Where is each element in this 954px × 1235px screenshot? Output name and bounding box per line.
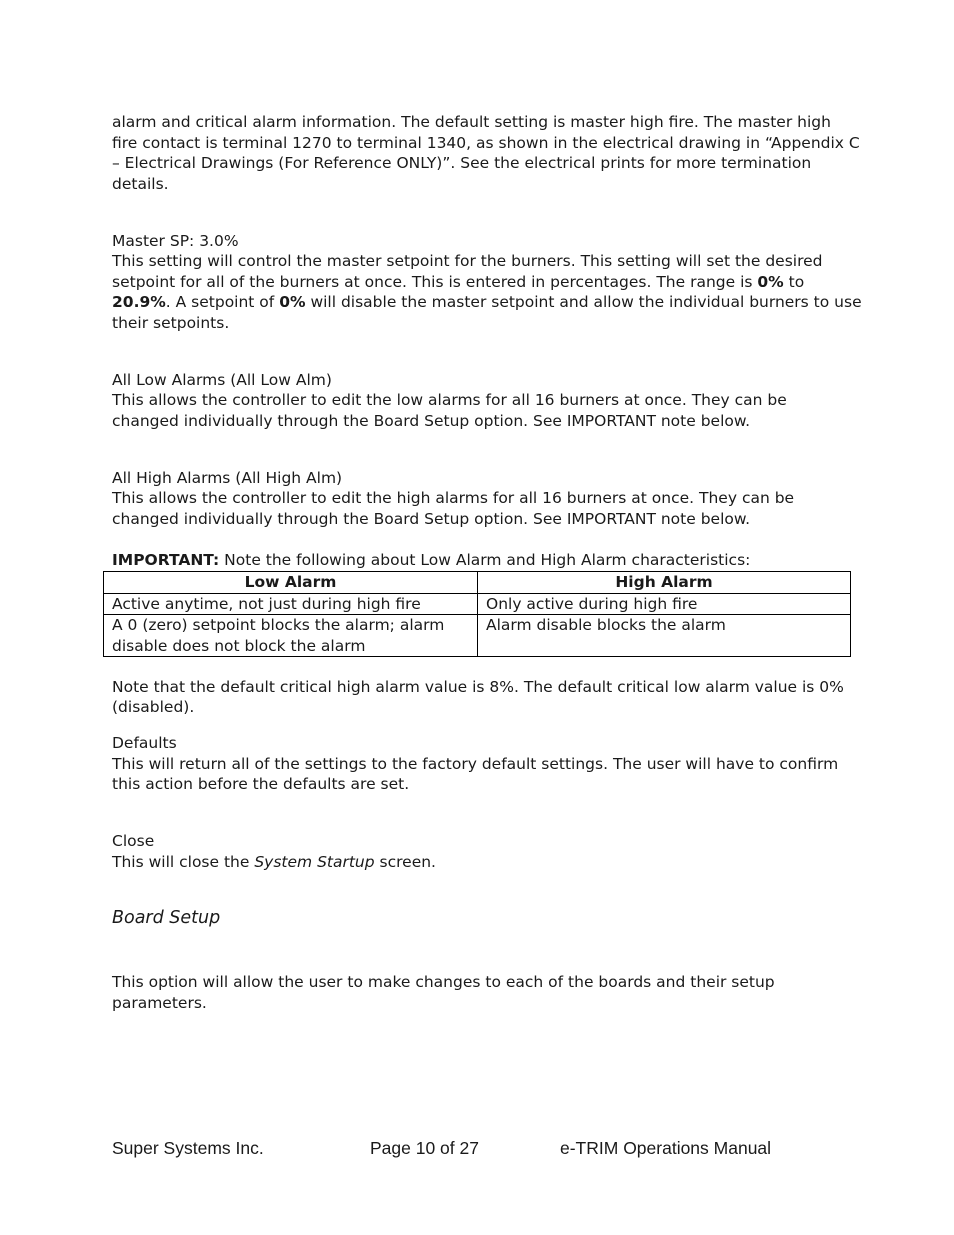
important-note (112, 550, 750, 571)
footer-company: Super Systems Inc. (112, 1138, 264, 1158)
range-max-value: 20.9% (112, 293, 166, 311)
paragraph-line: This setting will control the master setpoint for the burners. This setting will set the desired (112, 252, 823, 270)
footer-manual-title: e-TRIM Operations Manual (560, 1138, 772, 1158)
footer-page-number: Page 10 of 27 (370, 1138, 479, 1158)
paragraph-line (112, 272, 804, 293)
paragraph-line: Note that the default critical high alarm value is 8%. The default critical low alarm value is 0% (112, 678, 844, 696)
paragraph-line: This option will allow the user to make changes to each of the boards and their setup (112, 973, 775, 991)
text-span: to (783, 273, 805, 291)
text-span: . A setpoint of (165, 293, 280, 311)
text-span: screen. (374, 853, 436, 871)
paragraph-line: details. (112, 175, 169, 193)
important-label: IMPORTANT: (112, 551, 220, 569)
paragraph-line: changed individually through the Board Setup option. See IMPORTANT note below. (112, 412, 751, 430)
table-cell: A 0 (zero) setpoint blocks the alarm; alarm disable does not block the alarm (104, 615, 478, 657)
paragraph-line: (disabled). (112, 698, 195, 716)
paragraph-line (112, 292, 862, 313)
range-min-value: 0% (757, 273, 784, 291)
table-cell: Alarm disable blocks the alarm (478, 615, 851, 657)
alarm-comparison-table (103, 571, 851, 657)
section-heading: Board Setup (112, 908, 221, 928)
text-span: setpoint for all of the burners at once. This is entered in percentages. The range is (112, 273, 758, 291)
table-row (104, 615, 851, 657)
screen-name: System Startup (254, 853, 375, 871)
close-title: Close (112, 832, 155, 850)
text-span: This will close the (112, 853, 255, 871)
paragraph-line: fire contact is terminal 1270 to terminal 1340, as shown in the electrical drawing in “Appendix C (112, 134, 860, 152)
paragraph-line: their setpoints. (112, 314, 230, 332)
important-text: Note the following about Low Alarm and High Alarm characteristics: (219, 551, 751, 569)
paragraph-line: changed individually through the Board Setup option. See IMPORTANT note below. (112, 510, 751, 528)
defaults-title: Defaults (112, 734, 177, 752)
paragraph-line: parameters. (112, 994, 207, 1012)
disable-value: 0% (279, 293, 306, 311)
column-header-low-alarm: Low Alarm (104, 572, 478, 594)
paragraph-line: this action before the defaults are set. (112, 775, 410, 793)
table-header-row (104, 572, 851, 594)
table-cell: Only active during high fire (478, 593, 851, 615)
paragraph-line: – Electrical Drawings (For Reference ONLY)”. See the electrical prints for more termination (112, 154, 812, 172)
all-high-alarms-title: All High Alarms (All High Alm) (112, 469, 343, 487)
paragraph-line: This will return all of the settings to the factory default settings. The user will have to confirm (112, 755, 839, 773)
table-row (104, 593, 851, 615)
all-low-alarms-title: All Low Alarms (All Low Alm) (112, 371, 332, 389)
column-header-high-alarm: High Alarm (478, 572, 851, 594)
paragraph-line: alarm and critical alarm information. The default setting is master high fire. The master high (112, 113, 831, 131)
text-span: will disable the master setpoint and allow the individual burners to use (305, 293, 862, 311)
paragraph-line: This allows the controller to edit the high alarms for all 16 burners at once. They can be (112, 489, 795, 507)
paragraph-line (112, 852, 436, 873)
master-sp-title: Master SP: 3.0% (112, 232, 239, 250)
table-cell: Active anytime, not just during high fire (104, 593, 478, 615)
paragraph-line: This allows the controller to edit the low alarms for all 16 burners at once. They can be (112, 391, 787, 409)
